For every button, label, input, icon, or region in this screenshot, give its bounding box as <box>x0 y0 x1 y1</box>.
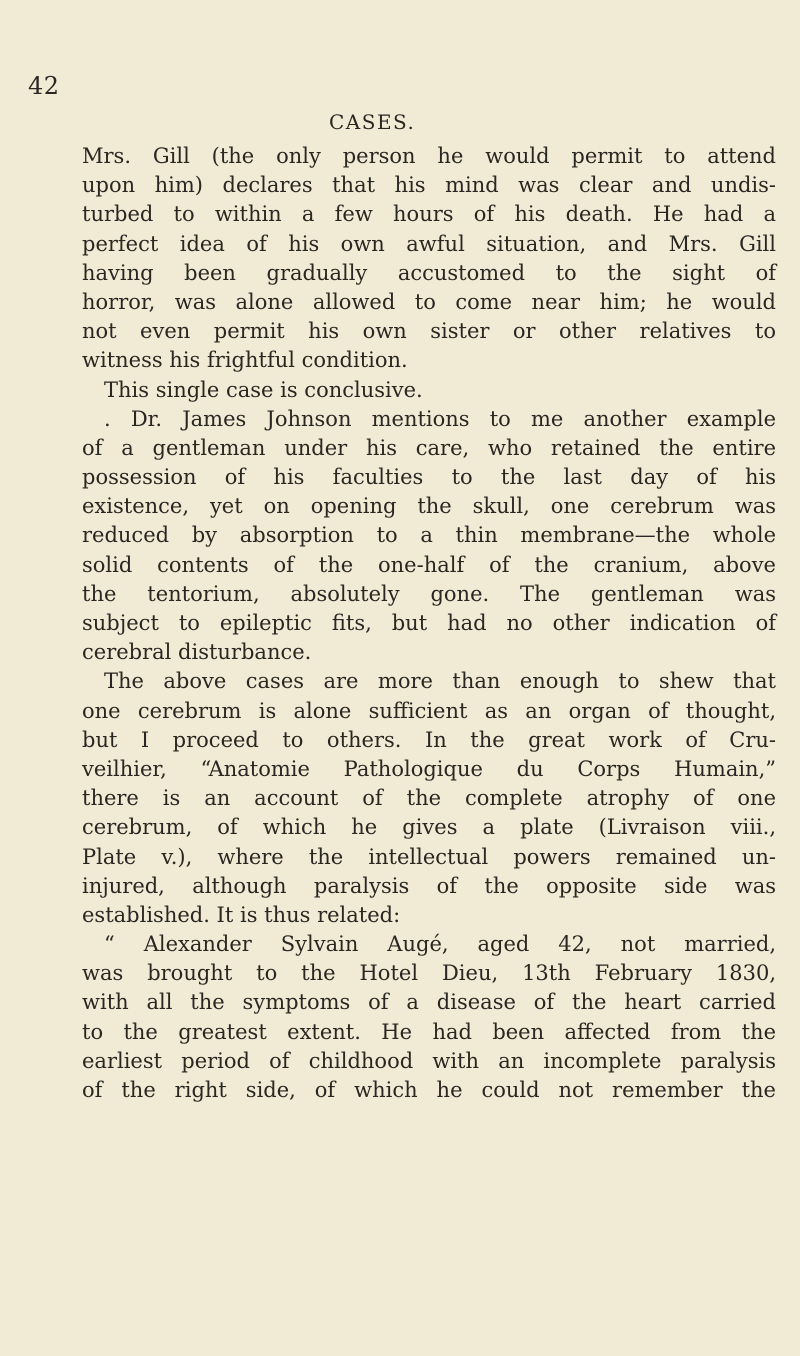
text-line: Mrs. Gill (the only person he would permit to attend <box>82 144 776 168</box>
text-line: reduced by absorption to a thin membrane—the whole <box>82 523 776 548</box>
page-number: 42 <box>28 72 60 100</box>
text-line: one cerebrum is alone sufficient as an organ of thought, <box>82 698 776 723</box>
text-line: of a gentleman under his care, who retained the entire <box>82 435 776 460</box>
text-line: turbed to within a few hours of his death. He had a <box>82 202 776 227</box>
text-line: there is an account of the complete atrophy of one <box>82 786 776 811</box>
text-line: injured, although paralysis of the opposite side was <box>82 873 776 898</box>
text-line: perfect idea of his own awful situation, and Mrs. Gill <box>82 231 776 256</box>
text-line: veilhier, “Anatomie Pathologique du Corps Humain,” <box>82 756 776 781</box>
text-line: This single case is conclusive. <box>104 377 423 402</box>
text-line: earliest period of childhood with an incomplete paralysis <box>82 1048 776 1073</box>
text-line: “ Alexander Sylvain Augé, aged 42, not married, <box>104 932 776 957</box>
text-line: witness his frightful condition. <box>82 348 408 373</box>
text-line: horror, was alone allowed to come near him; he would <box>82 289 776 314</box>
text-line: with all the symptoms of a disease of the heart carried <box>82 990 776 1015</box>
text-line: . Dr. James Johnson mentions to me another example <box>104 406 776 431</box>
text-line: Plate v.), where the intellectual powers remained un- <box>82 844 776 869</box>
text-line: The above cases are more than enough to shew that <box>104 669 776 694</box>
text-line: but I proceed to others. In the great work of Cru- <box>82 727 776 752</box>
text-line: cerebrum, of which he gives a plate (Livraison viii., <box>82 815 776 840</box>
text-line: of the right side, of which he could not remember the <box>82 1078 776 1102</box>
text-line: the tentorium, absolutely gone. The gentleman was <box>82 581 776 606</box>
text-line: cerebral disturbance. <box>82 640 312 665</box>
text-line: to the greatest extent. He had been affected from the <box>82 1019 776 1044</box>
body-text <box>82 142 776 1105</box>
text-line: not even permit his own sister or other relatives to <box>82 319 776 344</box>
text-line: solid contents of the one-half of the cranium, above <box>82 552 776 577</box>
text-line: possession of his faculties to the last day of his <box>82 465 776 490</box>
text-line: upon him) declares that his mind was clear and undis- <box>82 173 776 198</box>
text-line: existence, yet on opening the skull, one cerebrum was <box>82 494 776 519</box>
running-head: CASES. <box>329 110 416 134</box>
text-line: was brought to the Hotel Dieu, 13th February 1830, <box>82 961 776 986</box>
text-line: established. It is thus related: <box>82 902 401 927</box>
text-line: subject to epileptic fits, but had no other indication of <box>82 611 776 635</box>
text-line: having been gradually accustomed to the sight of <box>82 260 776 285</box>
